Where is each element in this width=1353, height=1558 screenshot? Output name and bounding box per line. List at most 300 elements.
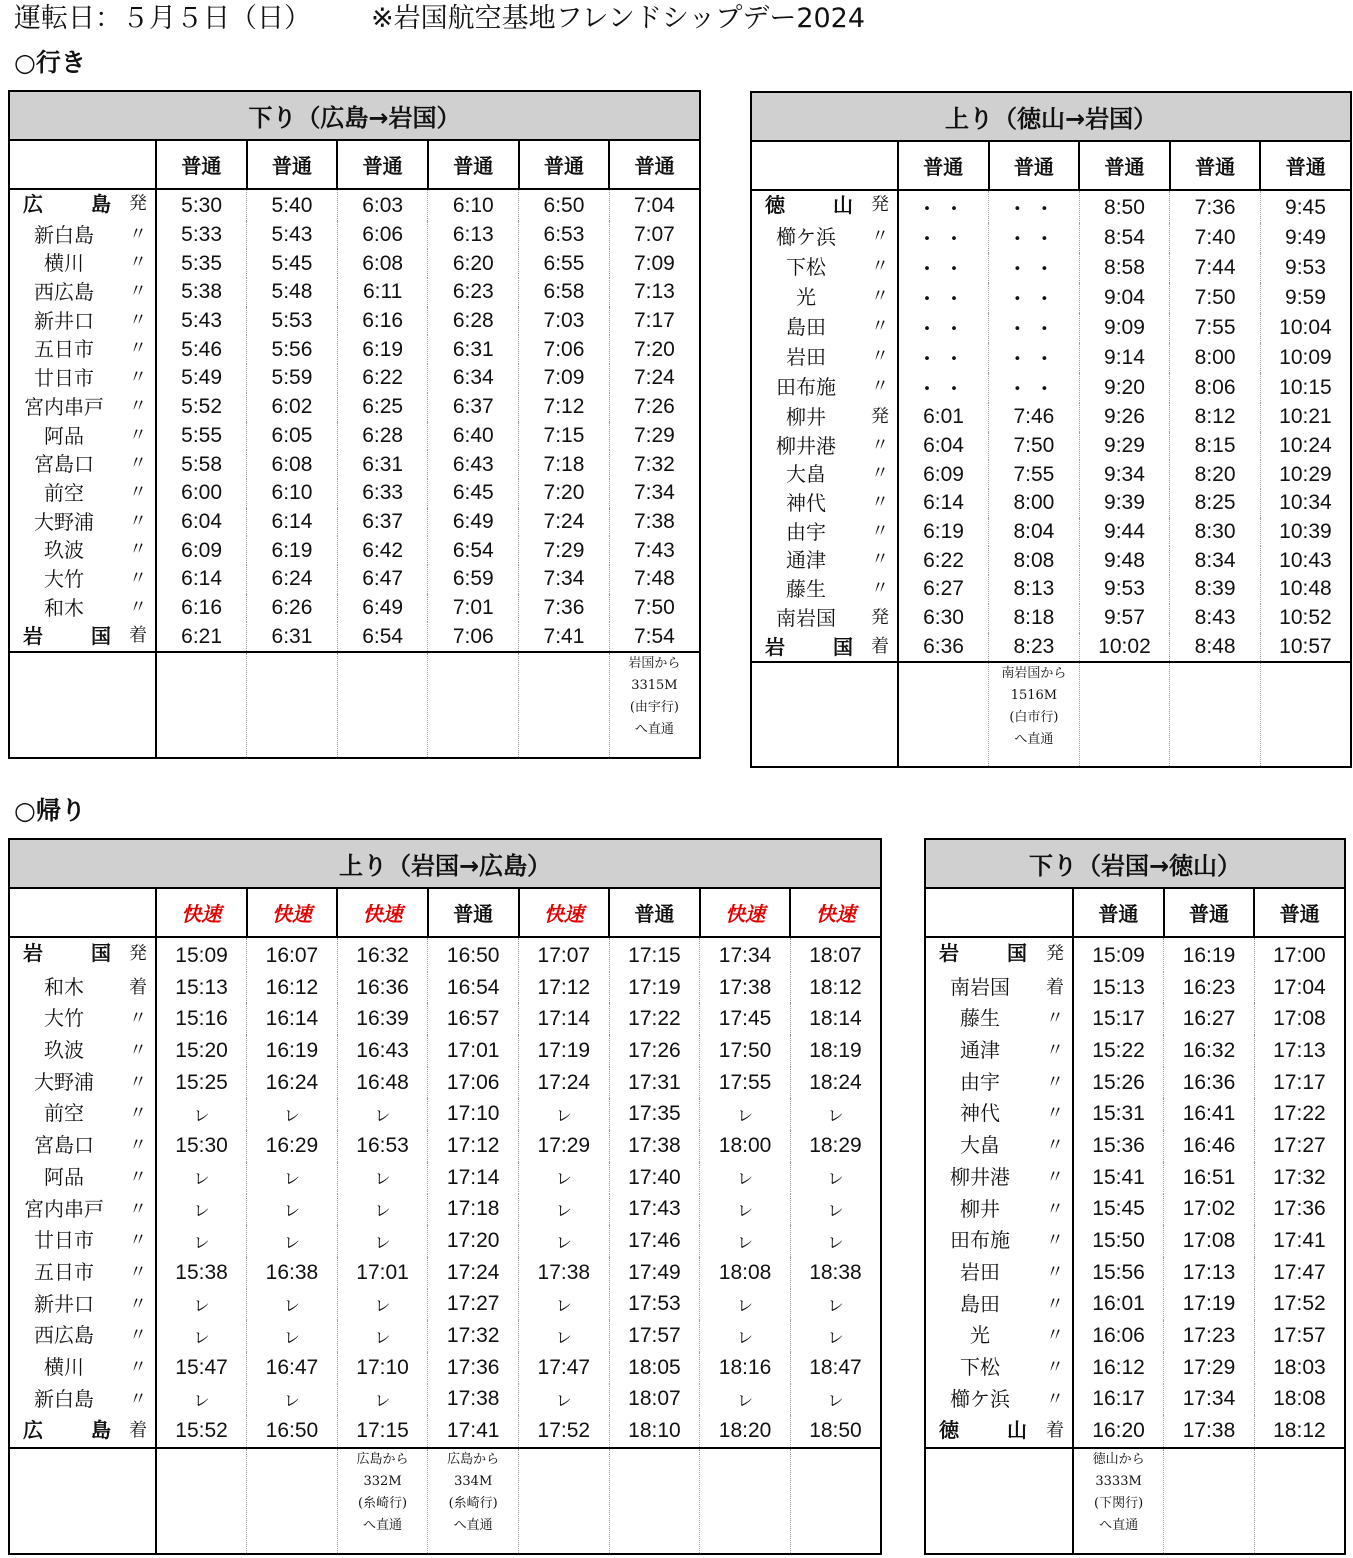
time-cell: 6:08 bbox=[247, 450, 338, 479]
departure-arrival-mark: 着 bbox=[1046, 1420, 1064, 1442]
station-cell bbox=[751, 190, 898, 223]
time-cell: 16:50 bbox=[428, 937, 519, 972]
notes-row bbox=[9, 1448, 881, 1554]
time-cell: 10:48 bbox=[1260, 575, 1351, 604]
time-cell: 7:06 bbox=[428, 622, 519, 652]
time-cell: 5:43 bbox=[247, 221, 338, 250]
station-name: 徳 山 bbox=[765, 193, 867, 217]
station-cell bbox=[9, 364, 156, 393]
station-cell bbox=[9, 278, 156, 307]
table-row bbox=[925, 1352, 1345, 1384]
time-cell: 8:54 bbox=[1079, 223, 1170, 253]
time-cell: 7:03 bbox=[519, 307, 610, 336]
train-type-label: 普通 bbox=[247, 140, 338, 189]
time-cell: 9:34 bbox=[1079, 460, 1170, 489]
time-cell: 16:36 bbox=[1164, 1067, 1255, 1099]
time-cell: 17:52 bbox=[1254, 1289, 1345, 1321]
train-type-row bbox=[751, 141, 1351, 190]
table-row bbox=[9, 1320, 881, 1352]
time-cell: 8:48 bbox=[1170, 633, 1261, 663]
departure-arrival-mark: 発 bbox=[129, 943, 147, 964]
departure-arrival-mark: 〃 bbox=[1046, 1356, 1064, 1378]
time-cell: 7:50 bbox=[609, 594, 700, 623]
time-cell: 17:36 bbox=[428, 1352, 519, 1384]
station-name: 光 bbox=[796, 285, 816, 309]
time-cell: 18:12 bbox=[790, 972, 881, 1004]
time-cell: レ bbox=[247, 1225, 338, 1257]
departure-arrival-mark: 〃 bbox=[129, 1293, 147, 1315]
station-name: 神代 bbox=[786, 491, 826, 516]
time-cell: 6:54 bbox=[428, 536, 519, 565]
station-cell bbox=[751, 460, 898, 489]
time-cell: 6:06 bbox=[337, 221, 428, 250]
time-cell: 16:54 bbox=[428, 972, 519, 1004]
train-type-label: 普通 bbox=[1260, 141, 1351, 190]
time-cell: 17:38 bbox=[428, 1384, 519, 1416]
station-cell bbox=[925, 1352, 1073, 1384]
time-cell: 7:43 bbox=[609, 536, 700, 565]
station-name: 大畠 bbox=[960, 1133, 1000, 1158]
station-cell bbox=[925, 1384, 1073, 1416]
table-row bbox=[9, 1384, 881, 1416]
departure-arrival-mark: 〃 bbox=[129, 567, 147, 589]
train-type-label: 快速 bbox=[790, 888, 881, 937]
table-row bbox=[9, 1003, 881, 1035]
station-name: 五日市 bbox=[34, 337, 94, 362]
time-cell: 15:36 bbox=[1073, 1130, 1164, 1162]
train-type-label: 普通 bbox=[337, 140, 428, 189]
time-cell: 5:45 bbox=[247, 249, 338, 278]
station-cell bbox=[9, 221, 156, 250]
time-cell: 8:50 bbox=[1079, 190, 1170, 223]
time-cell: 17:07 bbox=[519, 937, 610, 972]
time-cell: ・・ bbox=[989, 373, 1080, 403]
time-cell: 9:04 bbox=[1079, 283, 1170, 313]
time-cell: 7:29 bbox=[519, 536, 610, 565]
time-cell: 17:41 bbox=[1254, 1225, 1345, 1257]
time-cell: 16:39 bbox=[337, 1003, 428, 1035]
time-cell: 6:36 bbox=[898, 633, 989, 663]
departure-arrival-mark: 〃 bbox=[129, 1135, 147, 1157]
time-cell: 8:58 bbox=[1079, 253, 1170, 283]
time-cell: 6:10 bbox=[247, 479, 338, 508]
time-cell: 6:31 bbox=[247, 622, 338, 652]
time-cell: 5:53 bbox=[247, 307, 338, 336]
time-cell: 5:55 bbox=[156, 422, 247, 451]
station-name: 光 bbox=[970, 1323, 990, 1348]
station-cell bbox=[9, 335, 156, 364]
time-cell: 17:10 bbox=[337, 1352, 428, 1384]
time-cell: 7:09 bbox=[519, 364, 610, 393]
time-cell: 17:29 bbox=[1164, 1352, 1255, 1384]
time-cell: 7:44 bbox=[1170, 253, 1261, 283]
station-name: 櫛ケ浜 bbox=[776, 225, 836, 249]
table-row bbox=[9, 1415, 881, 1448]
table-row bbox=[925, 1257, 1345, 1289]
time-cell: レ bbox=[337, 1098, 428, 1130]
time-cell: レ bbox=[337, 1225, 428, 1257]
departure-arrival-mark: 〃 bbox=[129, 510, 147, 532]
station-cell bbox=[751, 283, 898, 313]
through-service-note bbox=[700, 1448, 791, 1554]
table-row bbox=[751, 432, 1351, 461]
time-cell: 7:06 bbox=[519, 335, 610, 364]
table-row bbox=[925, 1035, 1345, 1067]
time-cell: 7:26 bbox=[609, 393, 700, 422]
time-cell: 5:49 bbox=[156, 364, 247, 393]
departure-arrival-mark: 〃 bbox=[129, 1230, 147, 1252]
time-cell: 15:50 bbox=[1073, 1225, 1164, 1257]
station-cell bbox=[9, 1194, 156, 1226]
station-cell bbox=[751, 253, 898, 283]
time-cell: レ bbox=[790, 1289, 881, 1321]
time-cell: 17:10 bbox=[428, 1098, 519, 1130]
section-outbound-label: ○行き bbox=[14, 48, 86, 77]
time-cell: 6:25 bbox=[337, 393, 428, 422]
time-cell: 17:38 bbox=[700, 972, 791, 1004]
time-cell: 6:05 bbox=[247, 422, 338, 451]
table-row bbox=[925, 1289, 1345, 1321]
timetable-tokuyama-to-iwakuni bbox=[750, 91, 1352, 768]
time-cell: レ bbox=[700, 1098, 791, 1130]
table-row bbox=[9, 1130, 881, 1162]
station-cell bbox=[751, 373, 898, 403]
station-name: 下松 bbox=[960, 1354, 1000, 1379]
time-cell: 17:53 bbox=[609, 1289, 700, 1321]
time-cell: 6:53 bbox=[519, 221, 610, 250]
time-cell: レ bbox=[247, 1289, 338, 1321]
timetable-iwakuni-to-hiroshima bbox=[8, 838, 882, 1555]
time-cell: 7:46 bbox=[989, 403, 1080, 432]
station-name: 広 島 bbox=[23, 192, 125, 216]
time-cell: 10:21 bbox=[1260, 403, 1351, 432]
time-cell: 6:50 bbox=[519, 189, 610, 221]
station-name: 五日市 bbox=[34, 1259, 94, 1284]
through-service-note bbox=[247, 652, 338, 758]
time-cell: 17:04 bbox=[1254, 972, 1345, 1004]
time-cell: 9:57 bbox=[1079, 604, 1170, 633]
table-row bbox=[9, 249, 700, 278]
station-name: 由宇 bbox=[960, 1069, 1000, 1094]
time-cell: 7:38 bbox=[609, 508, 700, 537]
time-cell: 7:29 bbox=[609, 422, 700, 451]
time-cell: 5:38 bbox=[156, 278, 247, 307]
time-cell: 10:34 bbox=[1260, 489, 1351, 518]
time-cell: 6:31 bbox=[337, 450, 428, 479]
station-cell bbox=[9, 1257, 156, 1289]
time-cell: 18:12 bbox=[1254, 1415, 1345, 1448]
train-type-label: 快速 bbox=[156, 888, 247, 937]
station-name: 横川 bbox=[44, 1354, 84, 1379]
time-cell: レ bbox=[247, 1194, 338, 1226]
station-cell bbox=[925, 1320, 1073, 1352]
table-row bbox=[9, 1257, 881, 1289]
departure-arrival-mark: 〃 bbox=[871, 549, 889, 571]
time-cell: 17:02 bbox=[1164, 1194, 1255, 1226]
time-cell: 5:35 bbox=[156, 249, 247, 278]
time-cell: 5:43 bbox=[156, 307, 247, 336]
departure-arrival-mark: 発 bbox=[1046, 943, 1064, 964]
departure-arrival-mark: 〃 bbox=[129, 539, 147, 561]
station-name: 前空 bbox=[44, 1101, 84, 1126]
page-title bbox=[14, 2, 865, 36]
departure-arrival-mark: 〃 bbox=[1046, 1008, 1064, 1030]
station-cell bbox=[925, 1130, 1073, 1162]
time-cell: 9:26 bbox=[1079, 403, 1170, 432]
through-service-note bbox=[428, 652, 519, 758]
time-cell: 8:15 bbox=[1170, 432, 1261, 461]
time-cell: 8:18 bbox=[989, 604, 1080, 633]
time-cell: 15:09 bbox=[156, 937, 247, 972]
time-cell: 7:17 bbox=[609, 307, 700, 336]
train-type-label: 快速 bbox=[247, 888, 338, 937]
time-cell: 5:46 bbox=[156, 335, 247, 364]
table-row bbox=[925, 1320, 1345, 1352]
time-cell: レ bbox=[247, 1320, 338, 1352]
table-row bbox=[9, 1098, 881, 1130]
through-service-note: 南岩国から 1516M (白市行) へ直通 bbox=[989, 662, 1080, 767]
time-cell: ・・ bbox=[898, 313, 989, 343]
time-cell: 6:28 bbox=[428, 307, 519, 336]
time-cell: 16:32 bbox=[1164, 1035, 1255, 1067]
time-cell: 6:22 bbox=[898, 546, 989, 575]
time-cell: 17:06 bbox=[428, 1067, 519, 1099]
station-name: 田布施 bbox=[950, 1228, 1010, 1253]
time-cell: 17:57 bbox=[1254, 1320, 1345, 1352]
time-cell: 6:14 bbox=[156, 565, 247, 594]
time-cell: ・・ bbox=[898, 190, 989, 223]
table-row bbox=[751, 190, 1351, 223]
through-service-note bbox=[156, 1448, 247, 1554]
time-cell: 6:20 bbox=[428, 249, 519, 278]
departure-arrival-mark: 〃 bbox=[129, 1071, 147, 1093]
time-cell: 7:24 bbox=[519, 508, 610, 537]
station-name: 廿日市 bbox=[34, 366, 94, 391]
station-cell bbox=[925, 1225, 1073, 1257]
station-name: 岩 国 bbox=[939, 941, 1041, 965]
time-cell: 9:09 bbox=[1079, 313, 1170, 343]
time-cell: 8:43 bbox=[1170, 604, 1261, 633]
table-row bbox=[9, 1194, 881, 1226]
station-name: 宮島口 bbox=[34, 1133, 94, 1158]
notes-row bbox=[925, 1448, 1345, 1554]
time-cell: 16:17 bbox=[1073, 1384, 1164, 1416]
time-cell: 7:13 bbox=[609, 278, 700, 307]
station-cell bbox=[9, 1130, 156, 1162]
time-cell: 10:52 bbox=[1260, 604, 1351, 633]
train-type-label: 快速 bbox=[519, 888, 610, 937]
time-cell: ・・ bbox=[989, 223, 1080, 253]
train-type-label: 普通 bbox=[1254, 888, 1345, 937]
departure-arrival-mark: 発 bbox=[871, 406, 889, 427]
station-name: 岩田 bbox=[786, 345, 826, 369]
notes-station-cell bbox=[9, 1448, 156, 1554]
time-cell: 10:09 bbox=[1260, 343, 1351, 373]
table-row bbox=[751, 575, 1351, 604]
time-cell: 17:20 bbox=[428, 1225, 519, 1257]
time-cell: 9:44 bbox=[1079, 518, 1170, 547]
station-cell bbox=[751, 546, 898, 575]
table-row bbox=[751, 223, 1351, 253]
time-cell: 7:24 bbox=[609, 364, 700, 393]
train-type-label: 普通 bbox=[1079, 141, 1170, 190]
time-cell: ・・ bbox=[898, 343, 989, 373]
table-row bbox=[9, 1035, 881, 1067]
time-cell: 17:32 bbox=[428, 1320, 519, 1352]
station-name: 新白島 bbox=[34, 1386, 94, 1411]
time-cell: 6:42 bbox=[337, 536, 428, 565]
table-title-row bbox=[9, 839, 881, 888]
time-cell: 16:57 bbox=[428, 1003, 519, 1035]
station-cell bbox=[9, 450, 156, 479]
time-cell: 17:12 bbox=[519, 972, 610, 1004]
time-cell: 6:59 bbox=[428, 565, 519, 594]
through-service-note: 広島から 334M (糸崎行) へ直通 bbox=[428, 1448, 519, 1554]
time-cell: 9:20 bbox=[1079, 373, 1170, 403]
through-service-note bbox=[337, 652, 428, 758]
train-type-label: 普通 bbox=[519, 140, 610, 189]
time-cell: 18:50 bbox=[790, 1415, 881, 1448]
time-cell: 7:50 bbox=[989, 432, 1080, 461]
station-name: 新白島 bbox=[34, 222, 94, 247]
time-cell: 15:20 bbox=[156, 1035, 247, 1067]
time-cell: 6:49 bbox=[428, 508, 519, 537]
station-cell bbox=[751, 403, 898, 432]
time-cell: レ bbox=[337, 1384, 428, 1416]
station-name: 島田 bbox=[786, 315, 826, 339]
time-cell: 15:45 bbox=[1073, 1194, 1164, 1226]
time-cell: 9:45 bbox=[1260, 190, 1351, 223]
time-cell: レ bbox=[790, 1225, 881, 1257]
time-cell: 17:00 bbox=[1254, 937, 1345, 972]
time-cell: 17:36 bbox=[1254, 1194, 1345, 1226]
station-name: 西広島 bbox=[34, 1323, 94, 1348]
time-cell: 17:13 bbox=[1254, 1035, 1345, 1067]
time-cell: レ bbox=[790, 1194, 881, 1226]
time-cell: 5:52 bbox=[156, 393, 247, 422]
departure-arrival-mark: 〃 bbox=[129, 1198, 147, 1220]
time-cell: 6:19 bbox=[247, 536, 338, 565]
through-service-note bbox=[519, 652, 610, 758]
station-cell bbox=[9, 1035, 156, 1067]
station-cell bbox=[751, 313, 898, 343]
time-cell: 16:43 bbox=[337, 1035, 428, 1067]
time-cell: 16:14 bbox=[247, 1003, 338, 1035]
time-cell: 7:40 bbox=[1170, 223, 1261, 253]
departure-arrival-mark: 〃 bbox=[1046, 1071, 1064, 1093]
time-cell: 15:13 bbox=[1073, 972, 1164, 1004]
station-header-cell bbox=[9, 888, 156, 937]
station-cell bbox=[9, 249, 156, 278]
timetable-iwakuni-to-tokuyama bbox=[924, 838, 1346, 1555]
time-cell: 6:08 bbox=[337, 249, 428, 278]
departure-arrival-mark: 〃 bbox=[129, 1388, 147, 1410]
table-row bbox=[9, 536, 700, 565]
time-cell: 15:16 bbox=[156, 1003, 247, 1035]
time-cell: 5:48 bbox=[247, 278, 338, 307]
time-cell: 6:04 bbox=[156, 508, 247, 537]
time-cell: 6:37 bbox=[337, 508, 428, 537]
station-name: 阿品 bbox=[44, 1164, 84, 1189]
time-cell: 17:01 bbox=[428, 1035, 519, 1067]
table-title-row bbox=[925, 839, 1345, 888]
time-cell: 10:02 bbox=[1079, 633, 1170, 663]
time-cell: レ bbox=[700, 1225, 791, 1257]
station-cell bbox=[925, 1415, 1073, 1448]
train-type-label: 普通 bbox=[1170, 141, 1261, 190]
station-name: 柳井港 bbox=[776, 433, 836, 458]
time-cell: 6:31 bbox=[428, 335, 519, 364]
station-name: 玖波 bbox=[44, 1038, 84, 1063]
time-cell: 17:50 bbox=[700, 1035, 791, 1067]
time-cell: レ bbox=[790, 1098, 881, 1130]
station-name: 前空 bbox=[44, 480, 84, 505]
table-row bbox=[9, 364, 700, 393]
through-service-note bbox=[609, 1448, 700, 1554]
station-name: 宮島口 bbox=[34, 452, 94, 477]
time-cell: 7:55 bbox=[1170, 313, 1261, 343]
station-name: 神代 bbox=[960, 1101, 1000, 1126]
time-cell: 6:55 bbox=[519, 249, 610, 278]
table-row bbox=[925, 1194, 1345, 1226]
time-cell: ・・ bbox=[898, 223, 989, 253]
train-type-label: 快速 bbox=[337, 888, 428, 937]
station-cell bbox=[751, 489, 898, 518]
station-cell bbox=[9, 479, 156, 508]
table-row bbox=[9, 1289, 881, 1321]
table-row bbox=[9, 189, 700, 221]
station-cell bbox=[9, 1067, 156, 1099]
time-cell: ・・ bbox=[898, 253, 989, 283]
time-cell: 15:41 bbox=[1073, 1162, 1164, 1194]
time-cell: 16:50 bbox=[247, 1415, 338, 1448]
time-cell: 18:03 bbox=[1254, 1352, 1345, 1384]
time-cell: 6:30 bbox=[898, 604, 989, 633]
through-service-note bbox=[1079, 662, 1170, 767]
station-cell bbox=[925, 1098, 1073, 1130]
table-row bbox=[9, 972, 881, 1004]
time-cell: ・・ bbox=[898, 283, 989, 313]
time-cell: 10:57 bbox=[1260, 633, 1351, 663]
time-cell: 6:01 bbox=[898, 403, 989, 432]
time-cell: レ bbox=[700, 1320, 791, 1352]
departure-arrival-mark: 発 bbox=[871, 606, 889, 628]
station-name: 柳井 bbox=[786, 405, 826, 429]
table-row bbox=[9, 1067, 881, 1099]
time-cell: 6:23 bbox=[428, 278, 519, 307]
time-cell: 16:47 bbox=[247, 1352, 338, 1384]
time-cell: 17:45 bbox=[700, 1003, 791, 1035]
table-row bbox=[925, 1067, 1345, 1099]
time-cell: レ bbox=[337, 1320, 428, 1352]
time-cell: 6:27 bbox=[898, 575, 989, 604]
time-cell: レ bbox=[156, 1225, 247, 1257]
table-row bbox=[751, 633, 1351, 663]
station-name: 島田 bbox=[960, 1291, 1000, 1316]
time-cell: 5:30 bbox=[156, 189, 247, 221]
time-cell: 7:12 bbox=[519, 393, 610, 422]
time-cell: 16:12 bbox=[247, 972, 338, 1004]
time-cell: レ bbox=[700, 1384, 791, 1416]
time-cell: 18:08 bbox=[1254, 1384, 1345, 1416]
through-service-note bbox=[1164, 1448, 1255, 1554]
time-cell: レ bbox=[337, 1194, 428, 1226]
station-name: 南岩国 bbox=[776, 605, 836, 630]
time-cell: 15:22 bbox=[1073, 1035, 1164, 1067]
departure-arrival-mark: 着 bbox=[129, 625, 147, 647]
time-cell: 7:36 bbox=[519, 594, 610, 623]
station-name: 藤生 bbox=[960, 1006, 1000, 1031]
